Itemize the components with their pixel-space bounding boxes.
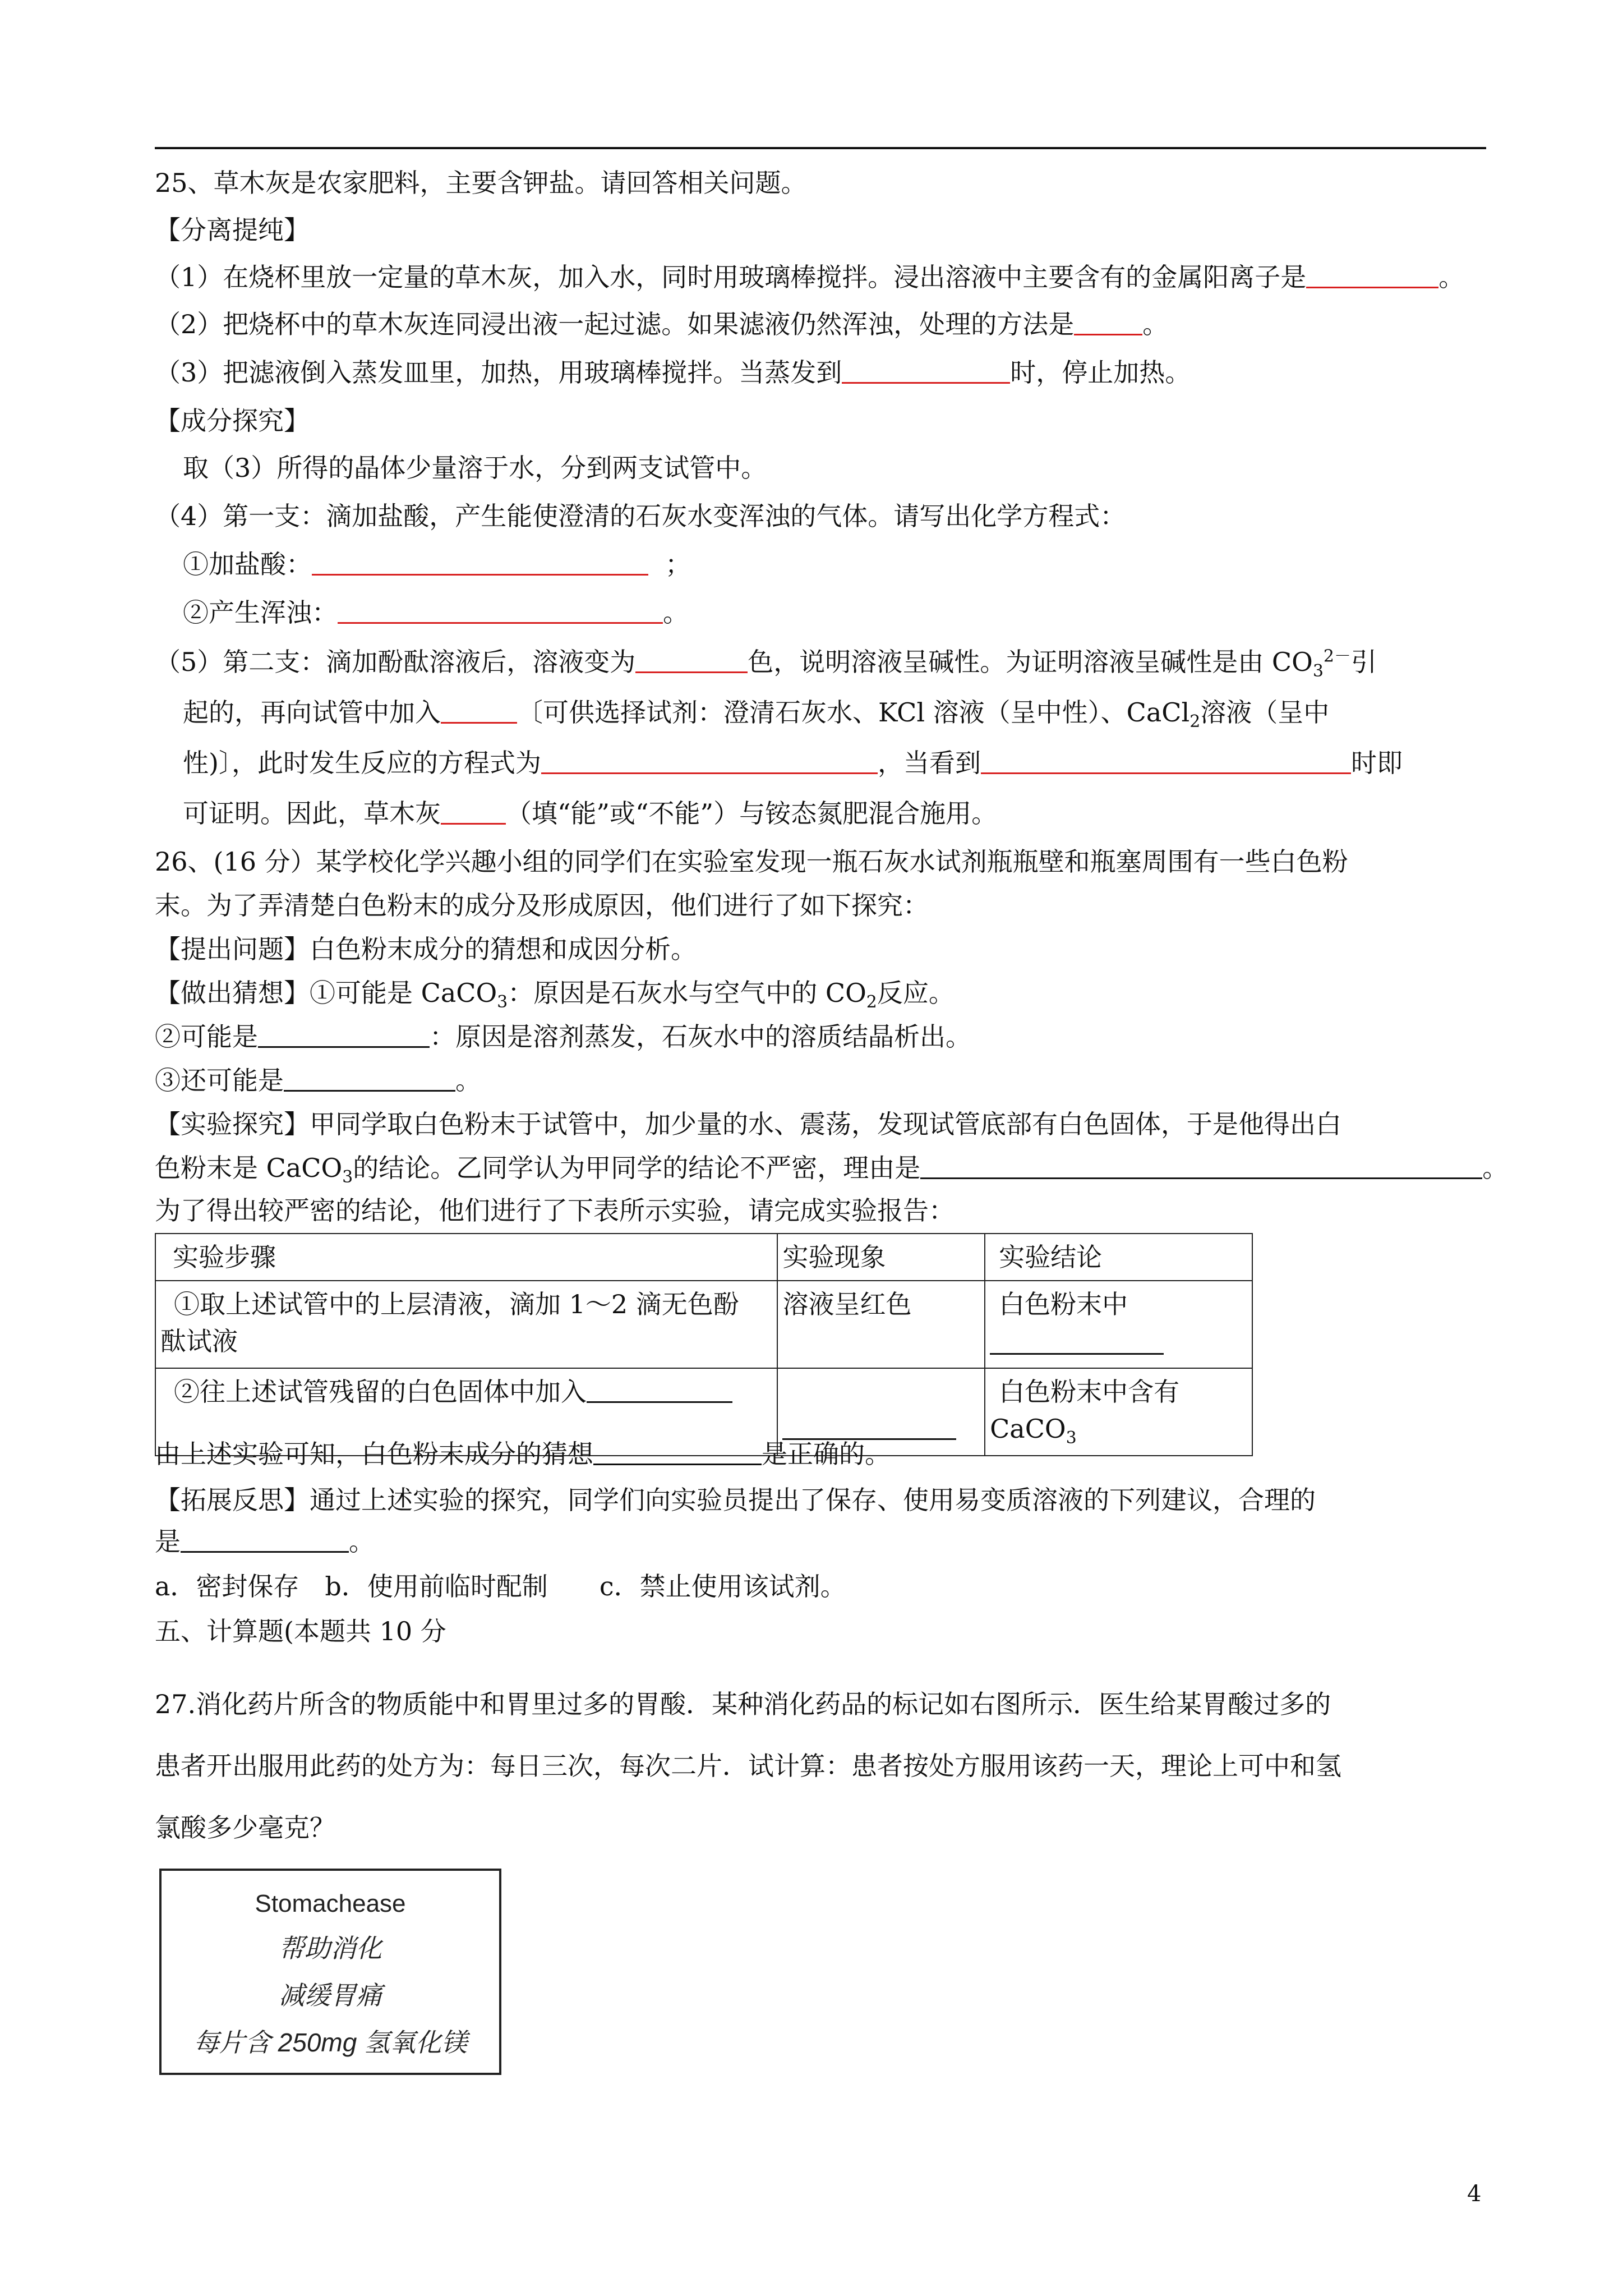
section-separation: 【分离提纯】 (155, 215, 310, 245)
q25-p5-line1: （5）第二支：滴加酚酞溶液后，溶液变为 色，说明溶液呈碱性。为证明溶液呈碱性是由 $CO_3^{2-}$引 (155, 646, 1377, 682)
answer-blank[interactable] (920, 1153, 1482, 1179)
q26-reflect1: 【拓展反思】通过上述实验的探究，同学们向实验员提出了保存、使用易变质溶液的下列建议，合理的 (155, 1485, 1316, 1515)
q27-line2: 患者开出服用此药的处方为：每日三次，每次二片．试计算：患者按处方服用该药一天，理论上可中和氢 (155, 1751, 1341, 1781)
answer-blank[interactable] (842, 357, 1010, 384)
row2-step: ②往上述试管残留的白色固体中加入 (155, 1368, 777, 1456)
q25-take: 取（3）所得的晶体少量溶于水，分到两支试管中。 (183, 453, 767, 483)
answer-blank[interactable] (990, 1328, 1164, 1355)
header-observation: 实验现象 (777, 1234, 985, 1281)
answer-blank[interactable] (441, 697, 517, 724)
row2-conclusion: 白色粉末中含有 CaCO$_3$ (985, 1368, 1252, 1456)
q25-p5-line2: 起的，再向试管中加入 〔可供选择试剂：澄清石灰水、KCl 溶液（呈中性）、CaCl$_2$溶液（呈中 (183, 697, 1330, 732)
experiment-report-table (155, 1233, 1253, 1456)
q26-explore3: 为了得出较严密的结论，他们进行了下表所示实验，请完成实验报告： (155, 1195, 955, 1226)
label-line-digest: 帮助消化 (279, 1934, 382, 1963)
page-number: 4 (1467, 2181, 1482, 2207)
q26-question: 【提出问题】白色粉末成分的猜想和成因分析。 (155, 934, 697, 964)
header-step: 实验步骤 (155, 1234, 777, 1281)
answer-blank[interactable] (782, 1414, 956, 1440)
header-rule (155, 147, 1486, 149)
answer-blank[interactable] (312, 549, 648, 576)
q26-result: 由上述实验可知，白色粉末成分的猜想 是正确的。 (155, 1439, 891, 1469)
answer-blank[interactable] (258, 1022, 430, 1048)
q26-reflect2: 是 。 (155, 1526, 375, 1557)
q26-hypothesis2: ②可能是 ：原因是溶剂蒸发，石灰水中的溶质结晶析出。 (155, 1022, 971, 1052)
q26-explore2: 色粉末是 CaCO$_3$的结论。乙同学认为甲同学的结论不严密，理由是 。 (155, 1153, 1509, 1188)
label-line-content: 每片含 250mg 氢氧化镁 (193, 2028, 468, 2057)
q26-intro1: 26、(16 分）某学校化学兴趣小组的同学们在实验室发现一瓶石灰水试剂瓶瓶壁和瓶塞周围有一些白色粉 (155, 846, 1348, 877)
section-composition: 【成分探究】 (155, 406, 310, 436)
section-five-title: 五、计算题(本题共 10 分 (155, 1616, 446, 1646)
q26-options: a．密封保存 b．使用前临时配制 c．禁止使用该试剂。 (155, 1571, 846, 1602)
q25-intro: 25、草木灰是农家肥料，主要含钾盐。请回答相关问题。 (155, 168, 807, 198)
answer-blank[interactable] (593, 1439, 762, 1465)
q26-intro2: 末。为了弄清楚白色粉末的成分及形成原因，他们进行了如下探究： (155, 890, 929, 921)
answer-blank[interactable] (587, 1377, 732, 1403)
q25-p4-1: ①加盐酸： ； (183, 549, 691, 579)
answer-blank[interactable] (1306, 262, 1438, 288)
q25-p5-line4: 可证明。因此，草木灰 （填“能”或“不能”）与铵态氮肥混合施用。 (183, 798, 998, 829)
q25-p5-line3: 性)〕，此时发生反应的方程式为 ，当看到 时即 (183, 748, 1403, 778)
q26-hypothesis3: ③还可能是 。 (155, 1065, 481, 1096)
answer-blank[interactable] (635, 647, 748, 673)
q25-p2: （2）把烧杯中的草木灰连同浸出液一起过滤。如果滤液仍然浑浊，处理的方法是 。 (155, 309, 1169, 339)
row1-observation: 溶液呈红色 (777, 1281, 985, 1368)
answer-blank[interactable] (1074, 309, 1142, 335)
row1-conclusion: 白色粉末中 (985, 1281, 1252, 1368)
table-header-row (155, 1234, 1252, 1281)
table-row (155, 1281, 1252, 1368)
q25-p3: （3）把滤液倒入蒸发皿里，加热，用玻璃棒搅拌。当蒸发到 时，停止加热。 (155, 357, 1191, 388)
q27-line3: 氯酸多少毫克？ (155, 1812, 335, 1843)
medicine-label (159, 1869, 501, 2075)
row1-step: ①取上述试管中的上层清液，滴加 1～2 滴无色酚 酞试液 (155, 1281, 777, 1368)
answer-blank[interactable] (338, 597, 663, 624)
answer-blank[interactable] (981, 748, 1351, 774)
answer-blank[interactable] (284, 1065, 455, 1092)
q27-line1: 27.消化药片所含的物质能中和胃里过多的胃酸．某种消化药品的标记如右图所示．医生给某胃酸过多的 (155, 1689, 1331, 1719)
answer-blank[interactable] (441, 798, 506, 825)
q25-p4: （4）第一支：滴加盐酸，产生能使澄清的石灰水变浑浊的气体。请写出化学方程式： (155, 501, 1126, 531)
q25-p4-2: ②产生浑浊： 。 (183, 597, 689, 628)
answer-blank[interactable] (541, 748, 878, 774)
label-product-name: Stomachease (255, 1890, 406, 1917)
q25-p1: （1）在烧杯里放一定量的草木灰，加入水，同时用玻璃棒搅拌。浸出溶液中主要含有的金属阳离子是 。 (155, 262, 1465, 292)
answer-blank[interactable] (181, 1526, 349, 1553)
label-line-pain: 减缓胃痛 (279, 1981, 382, 2010)
q26-explore1: 【实验探究】甲同学取白色粉末于试管中，加少量的水、震荡，发现试管底部有白色固体，于是他得出白 (155, 1109, 1341, 1139)
header-conclusion: 实验结论 (985, 1234, 1252, 1281)
q26-hypothesis1: 【做出猜想】①可能是 CaCO$_3$：原因是石灰水与空气中的 $CO_2$反应。 (155, 978, 955, 1013)
